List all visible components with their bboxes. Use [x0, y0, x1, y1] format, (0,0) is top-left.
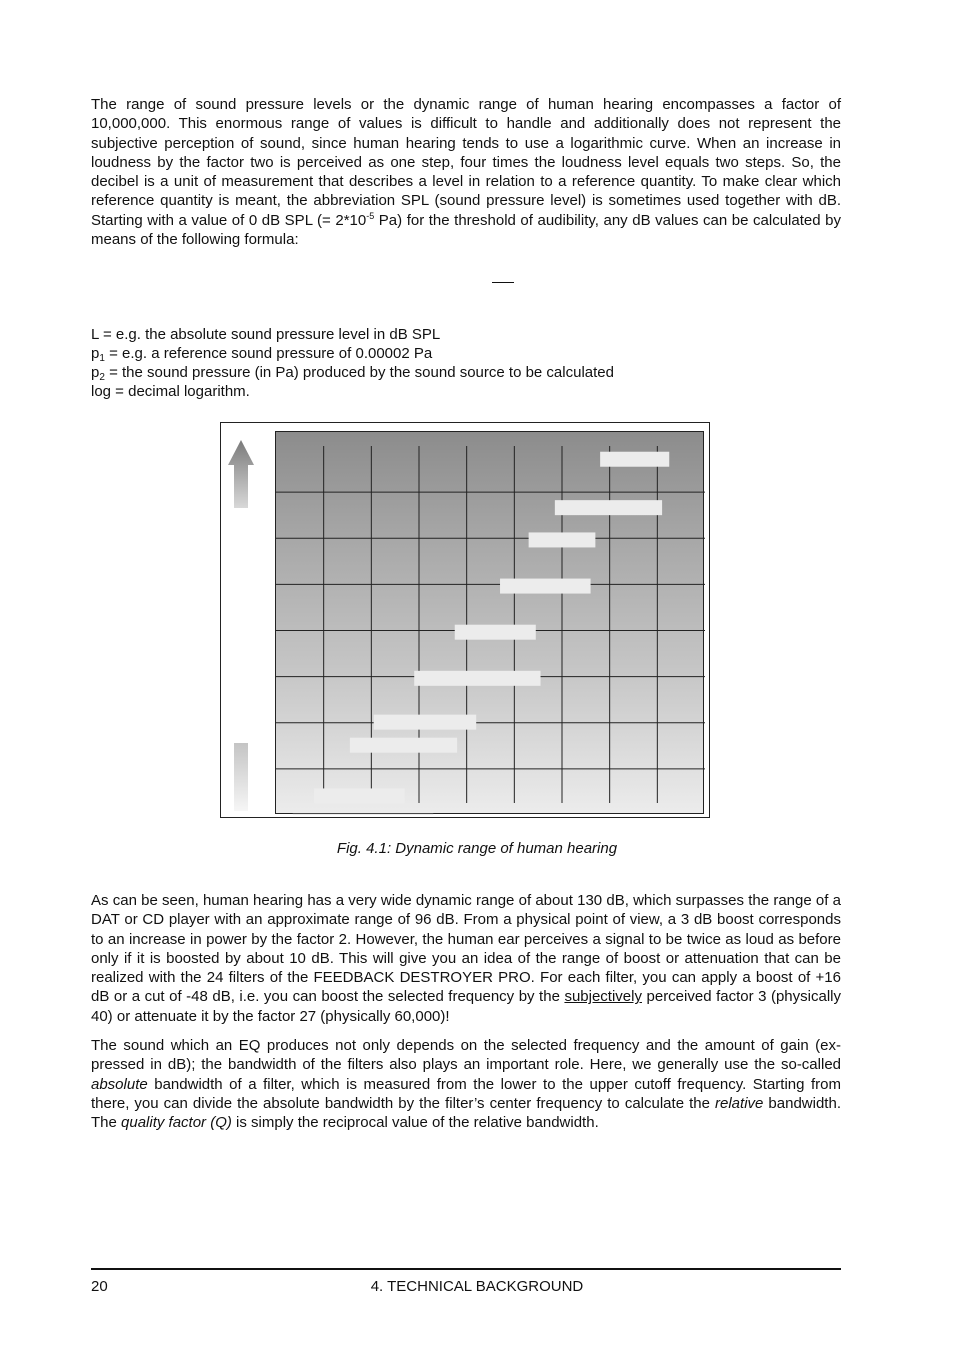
- range-bar-3: [529, 532, 596, 547]
- range-bar-5: [455, 625, 536, 640]
- figure-caption: Fig. 4.1: Dynamic range of human hearing: [336, 840, 618, 857]
- footer-rule: [91, 1268, 841, 1270]
- lower-arrow-shaft: [234, 743, 248, 811]
- section-title: 4. TECHNICAL BACKGROUND: [370, 1278, 584, 1295]
- formula-fraction-bar: [492, 282, 514, 283]
- definition-l: L = e.g. the absolute sound pressure level in dB SPL: [91, 326, 441, 343]
- dynamic-range-paragraph: As can be seen, human hearing has a very wide dynamic range of about 130 dB, which surpasses the range of a DAT or CD player with an approximate range of 96 dB. From a physical point of view, a 3 dB boost corresponds to an increase in power by the factor 2. However, the human ear perceives a signal to be twice as loud as before only if it is boosted by about 10 dB. This will give you an idea of the range of boost or attenuation that can be realized with the 24 filters of the FEEDBACK DESTROYER PRO. For each filter, you can apply a boost of +16 dB or a cut of -48 dB, i.e. you can boost the selected frequency by the subjectively perceived factor 3 (physically 40) or attenuate it by the factor 27 (physically 60,000)!: [91, 892, 841, 1025]
- bandwidth-paragraph: The sound which an EQ produces not only depends on the selected frequency and the amount of gain (ex-pressed in dB); the bandwidth of the filters also plays an important role. Here, we generally use the so-called absolute bandwidth of a filter, which is measured from the lower to the upper cutoff frequency. Starting from there, you can divide the absolute bandwidth by the filter’s center frequency to calculate the relative bandwidth. The quality factor (Q) is simply the reciprocal value of the relative bandwidth.: [91, 1037, 841, 1132]
- chart-plot-area: [275, 431, 704, 814]
- range-bar-9: [314, 788, 405, 803]
- definition-log: log = decimal logarithm.: [91, 383, 250, 400]
- up-arrow-icon: [228, 440, 254, 508]
- chart-svg: [276, 432, 705, 815]
- page-number: 20: [91, 1278, 108, 1295]
- range-bar-8: [350, 738, 457, 753]
- range-bar-4: [500, 579, 591, 594]
- range-bar-7: [374, 715, 476, 730]
- definition-p1: $p_1 = e.g$. a reference sound pressure of 0.00002 Pa: [91, 345, 433, 364]
- range-bar-10: [293, 814, 434, 815]
- definition-p2: $p_2$ = the sound pressure (in Pa) produced by the sound source to be calculated: [91, 364, 614, 383]
- dynamic-range-figure: [220, 422, 710, 818]
- range-bar-1: [600, 452, 669, 467]
- range-bar-2: [555, 500, 662, 515]
- range-bar-6: [414, 671, 540, 686]
- intro-paragraph: The range of sound pressure levels or the dynamic range of human hearing encompasses a factor of 10,000,000. This enormous range of values is difficult to handle and additionally does not represent the subjective perception of sound, since human hearing tends to use a logarithmic curve. When an increase in loudness by the factor two is perceived as one step, four times the loudness level equals two steps. So, the decibel is a unit of measurement that describes a level in relation to a reference quantity. To make clear which reference quantity is meant, the abbreviation SPL (sound pressure level) is sometimes used together with dB. Starting with a value of 0 dB SPL (= $2*10^{-5}$ Pa) for the threshold of audibility, any dB values can be calculated by means of the following formula:: [91, 96, 841, 249]
